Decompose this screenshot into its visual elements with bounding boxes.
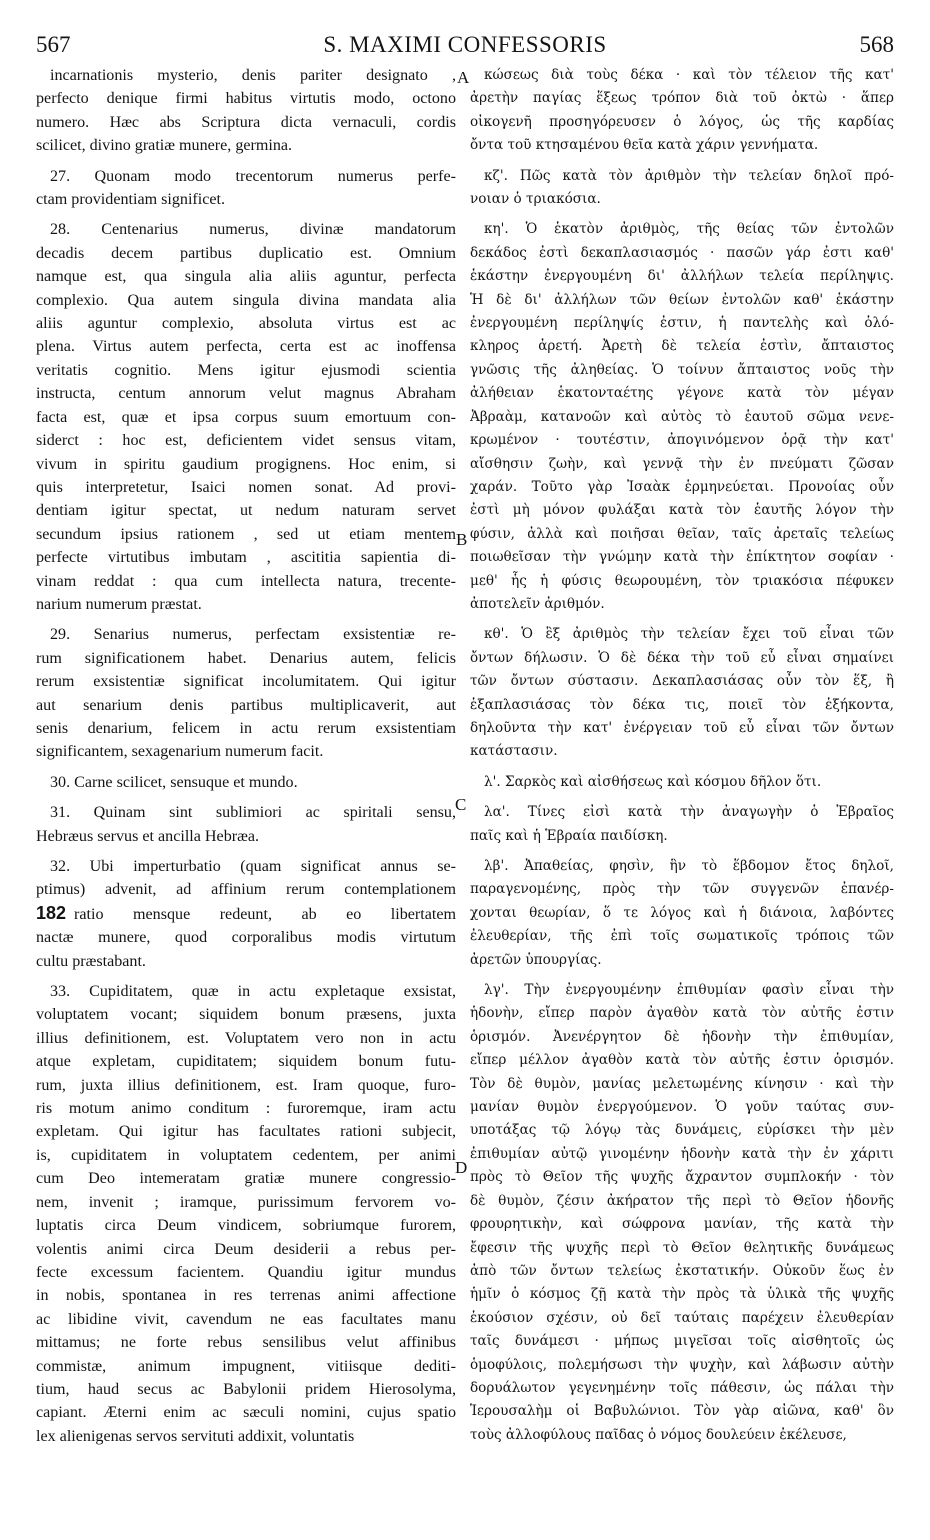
text-line: quis interpretetur, Isaici nomen sonat. Ad provi-	[36, 478, 456, 496]
greek-paragraph	[470, 218, 894, 616]
text-line: λ'. Σαρκὸς καὶ αἰσθήσεως καὶ κόσμου δῆλον ὅτι.	[484, 773, 822, 790]
text-line: cum Deo intemeratam gratiæ munere congressio-	[36, 1170, 456, 1188]
text-line: φύσιν, ἀλλὰ καὶ ποιῆσαι θεῖαν, ταῖς ἀρεταῖς τελείως	[470, 525, 894, 542]
text-line: ἐνεργουμένη περίληψίς ἐστιν, ἡ παντελὴς καὶ ὁλό-	[470, 315, 894, 332]
text-line: ἀποτελεῖν ἀριθμόν.	[470, 595, 605, 612]
text-line: narium numerum præstat.	[36, 595, 202, 613]
text-line: volentis animi circa Deum desiderii a rebus per-	[36, 1240, 456, 1258]
text-line: δὲ θυμὸν, ζέσιν ἀκήρατον τῆς περὶ τὸ Θεῖον ἡδονῆς	[470, 1192, 894, 1209]
text-line: κληρος ἀρετή. Ἀρετὴ δὲ τελεία ἐστὶν, ἄπταιστος	[470, 338, 894, 355]
greek-paragraph	[470, 64, 894, 158]
text-line: τοὺς ἀλλοφύλους παῖδας ὁ νόμος δουλεύειν ἐκέλευσε,	[470, 1426, 847, 1443]
greek-paragraph	[470, 771, 894, 794]
margin-letter-b: B	[456, 530, 468, 549]
text-line: decadis decem partibus duplicatio est. Omnium	[36, 244, 456, 262]
text-line: ὄντων δήλωσιν. Ὁ δὲ δέκα τὴν τοῦ εὖ εἶναι σημαίνει	[470, 649, 894, 666]
text-line: παραγενομένης, πρὸς τὴν τῶν συγγενῶν ἐπανέρ-	[470, 881, 894, 898]
text-line: incarnationis mysterio, denis pariter designato ,	[50, 67, 456, 84]
text-line: κρωμένον · τουτέστιν, ἀπογινόμενον ὁρᾷ τὴν κατ'	[470, 432, 894, 449]
text-line: ἐλευθερίαν, τῆς ἐπὶ τοῖς σωματικοῖς τρόποις τῶν	[470, 928, 894, 945]
greek-paragraph	[470, 855, 894, 972]
text-line: siderct : hoc est, deficientem videt sensus vitam,	[36, 432, 456, 450]
text-line: ταῖς δυνάμεσι · μήπως μιγεῖσαι τοῖς αἰσθητοῖς ὡς	[470, 1333, 894, 1350]
latin-paragraph	[36, 801, 456, 848]
text-line: υποτάξας τῷ λόγῳ τὰς δυνάμεις, εὑρίσκει τὴν μὲν	[470, 1122, 894, 1139]
text-line: εἴπερ μέλλον ἀγαθὸν κατὰ τὸν αὐτῆς ἐστιν ὁρισμόν.	[470, 1052, 894, 1069]
text-line: complexio. Qua autem singula divina mandata alia	[36, 291, 456, 309]
text-line: tium, haud secus ac Babylonii pridem Hierosolyma,	[36, 1380, 456, 1398]
text-line: 32. Ubi imperturbatio (quam significat annus se-	[50, 858, 456, 875]
text-line: fecte excessum facientem. Quandiu igitur mundus	[36, 1263, 456, 1281]
text-line: nactæ munere, quod corporalibus modis virtutum	[36, 929, 456, 947]
text-line: 31. Quinam sint sublimiori ac spiritali sensu,	[50, 804, 456, 822]
latin-paragraph	[36, 980, 456, 1448]
greek-paragraph	[470, 623, 894, 763]
text-line: χαράν. Τοῦτο γὰρ Ἰσαὰκ ἑρμηνεύεται. Προνοίας οὖν	[470, 478, 894, 495]
text-line: δεκάδος ἐστὶ δεκαπλασιασμός · πασῶν γάρ ἐστι καθ'	[470, 244, 894, 261]
text-line: ἑκάστην ἐνεργουμένη δι' ἀλλήλων τελεία περίληψις.	[470, 268, 894, 285]
text-line: rerum exsistentiæ significat incolumitatem. Qui igitur	[36, 673, 456, 691]
greek-paragraph	[470, 801, 894, 848]
text-line: luptatis circa Deum vindicem, sobriumque furorem,	[36, 1217, 456, 1235]
text-line: δηλοῦντα τὴν κατ' ἐνέργειαν τοῦ εὖ εἶναι τῶν ὄντων	[470, 719, 894, 736]
text-line: χονται θεωρίαν, ὅ τε λόγος καὶ ἡ διάνοια, λαβόντες	[470, 904, 894, 921]
text-line: 29. Senarius numerus, perfectam exsistentiæ re-	[50, 626, 456, 644]
text-line: facta est, quæ et ipsa corpus suum emortuum con-	[36, 408, 456, 426]
text-line: illius definitionem, est. Voluptatem vero non in actu	[36, 1029, 456, 1047]
greek-paragraph	[470, 165, 894, 212]
text-line-with-number	[36, 902, 456, 926]
latin-paragraph	[36, 771, 456, 794]
latin-paragraph	[36, 165, 456, 212]
text-line: ctam providentiam significet.	[36, 191, 226, 209]
text-line: ἀρετῶν ὑπουργίας.	[470, 951, 602, 968]
text-line: μεθ' ἧς ἡ φύσις θεωρουμένη, τὸν τριακόσια πέφυκεν	[470, 572, 894, 589]
text-line: Τὸν δὲ θυμὸν, μανίας μελετωμένης κίνησιν · καὶ τὴν	[470, 1075, 894, 1092]
text-line: δορυάλωτον γεγενημένην τοῖς πάθεσιν, ὡς πάλαι τὴν	[470, 1379, 894, 1396]
text-line: 27. Quonam modo trecentorum numerus perfe-	[50, 167, 456, 185]
text-line: ὁρισμόν. Ἀνενέργητον δὲ ἡδονὴν τὴν ἐπιθυμίαν,	[470, 1028, 894, 1045]
latin-paragraph	[36, 855, 456, 973]
text-line: voluptatem vocant; siquidem bonum præsens, juxta	[36, 1006, 456, 1024]
text-line: κώσεως διὰ τοὺς δέκα · καὶ τὸν τέλειον τῆς κατ'	[484, 67, 894, 83]
latin-paragraph	[36, 64, 456, 158]
text-line: ὄντα τοῦ κτησαμένου θεῖα κατὰ χάριν γεννήματα.	[470, 137, 819, 154]
text-line: instructa, centum annorum velut magnus Abraham	[36, 385, 456, 403]
text-line: λα'. Τίνες εἰσὶ κατὰ τὴν ἀναγωγὴν ὁ Ἑβραῖος	[484, 804, 894, 821]
latin-paragraph	[36, 218, 456, 616]
text-line: ratio mensque redeunt, ab eo libertatem	[74, 905, 456, 923]
text-line: νοιαν ὁ τριακόσια.	[470, 191, 601, 208]
text-line: ἡδονὴν, εἴπερ παρὸν ἀγαθὸν κατὰ τὸν αὐτῆς ἐστιν	[470, 1005, 894, 1022]
text-line: capiant. Æterni enim ac sæculi nomini, cujus spatio	[36, 1404, 456, 1422]
text-line: οἰκογενῆ προσηγόρευσεν ὁ λόγος, ὡς τῆς καρδίας	[470, 113, 894, 130]
text-line: ὁμοφύλοις, πολεμήσωσι τὴν ψυχὴν, καὶ λάβωσιν αὐτὴν	[470, 1356, 894, 1373]
text-line: rum, juxta illius definitionem, est. Iram quoque, furo-	[36, 1076, 456, 1094]
text-line: atque expletam, cupiditatem; siquidem bonum futu-	[36, 1053, 456, 1071]
text-line: παῖς καὶ ἡ Ἑβραία παιδίσκη.	[470, 827, 668, 844]
text-line: dentiam igitur spectat, ut nedum naturam servet	[36, 502, 456, 520]
text-line: ἡμῖν ὁ κόσμος ζῇ κατὰ τὴν πρὸς τὰ ὑλικὰ τῆς ψυχῆς	[470, 1286, 894, 1303]
text-line: aliis aguntur complexio, absoluta virtus est ac	[36, 315, 456, 333]
text-line: significantem, sexagenarium numerum facit.	[36, 743, 324, 761]
text-line: ἀρετὴν παγίας ἕξεως τρόπον διὰ τοῦ ὀκτὼ · ἅπερ	[470, 90, 894, 107]
text-line: 28. Centenarius numerus, divinæ mandatorum	[50, 221, 456, 239]
text-line: Ἀβραὰμ, κατανοῶν καὶ αὐτὸς τὸ ἑαυτοῦ σῶμα νενε-	[470, 408, 894, 425]
page-number-left: 567	[36, 32, 71, 57]
text-line: secundum ipsius rationem , sed ut etiam mentem	[36, 525, 456, 543]
text-line: ἑξαπλασιάσας τὸν δέκα τις, ποιεῖ τὸν ἑξήκοντα,	[470, 696, 894, 713]
text-line: λγ'. Τὴν ἐνεργουμένην ἐπιθυμίαν φασὶν εἶναι τὴν	[484, 982, 894, 999]
text-line: commistæ, animum impugnent, vitiisque dediti-	[36, 1357, 456, 1375]
text-line: vinam reddat : qua cum intellecta natura, trecente-	[36, 572, 456, 590]
text-line: μανίαν θυμὸν ἐνεργούμενον. Ὁ γοῦν ταύτας συν-	[470, 1099, 894, 1116]
text-line: rum significationem habet. Denarius autem, felicis	[36, 649, 456, 667]
page-number-right: 568	[859, 32, 894, 57]
text-line: perfecto denique firmi habitus virtutis modo, octono	[36, 90, 456, 108]
text-line: ἀπὸ τῶν ὄντων τελείως ἐκστατικήν. Οὐκοῦν ἕως ἐν	[470, 1262, 894, 1279]
text-line: aut senarium denis partibus multiplicaverit, aut	[36, 696, 456, 714]
text-line: mittamus; ne forte rebus sensilibus velut affinibus	[36, 1334, 456, 1352]
text-line: nem, invenit ; iramque, purissimum fervorem vo-	[36, 1193, 456, 1211]
text-line: veritatis cognitio. Mens igitur ejusmodi scientia	[36, 361, 456, 379]
text-line: perfecte virtutibus imbutam , ascititia sapientia di-	[36, 549, 456, 567]
text-line: ἀλήθειαν ἑκατονταέτης γέγονε κατὰ τὸν μέγαν	[470, 385, 894, 402]
text-line: namque est, qua singula alia aliis aguntur, perfecta	[36, 268, 456, 286]
text-line: ptimus) advenit, ad affinium rerum contemplationem	[36, 881, 456, 899]
text-line: αἴσθησιν ζωὴν, καὶ γεννᾷ τὴν ἐν πνεύματι ζῶσαν	[470, 455, 894, 472]
text-line: ποιωθεῖσαν τὴν γνώμην κατὰ τὴν ἐπίκτητον σοφίαν ·	[470, 549, 894, 566]
margin-letter-d: D	[455, 1158, 468, 1177]
text-line: λβ'. Ἀπαθείας, φησὶν, ἣν τὸ ἕβδομον ἔτος δηλοῖ,	[484, 858, 894, 874]
text-line: κθ'. Ὁ ἓξ ἀριθμὸς τὴν τελείαν ἔχει τοῦ εἶναι τῶν	[484, 626, 894, 643]
text-line: plena. Virtus autem perfecta, certa est ac inoffensa	[36, 338, 456, 356]
text-line: τῶν ὄντων σύστασιν. Δεκαπλασιάσας οὖν τὸν ἕξ, ἢ	[470, 673, 894, 690]
text-line: ac libidine vivit, cavendum ne eas facultates manu	[36, 1310, 456, 1328]
latin-column	[36, 64, 456, 1448]
latin-paragraph	[36, 623, 456, 763]
text-line: senis denarium, felicem in actu rerum exsistentiam	[36, 719, 456, 737]
text-line: expletam. Qui igitur has facultates rationi subjecit,	[36, 1123, 456, 1141]
text-line: vivum in spiritu gaudium progignens. Hoc enim, si	[36, 455, 456, 473]
greek-paragraph	[470, 979, 894, 1447]
margin-column-number: 182	[36, 902, 67, 923]
text-line: Ἱερουσαλὴμ οἱ Βαβυλώνιοι. Τὸν γὰρ αἰῶνα, καθ' ὃν	[470, 1403, 894, 1420]
text-line: ris motum animo conditum : furoremque, iram actu	[36, 1100, 456, 1118]
margin-letter-a: A	[457, 68, 470, 87]
text-line: κη'. Ὁ ἑκατὸν ἀριθμὸς, τῆς θείας τῶν ἐντολῶν	[484, 221, 894, 238]
text-line: κζ'. Πῶς κατὰ τὸν ἀριθμὸν τὴν τελείαν δηλοῖ πρό-	[484, 167, 894, 184]
text-line: κατάστασιν.	[470, 743, 558, 760]
text-line: cultu præstabant.	[36, 952, 146, 970]
text-line: scilicet, divino gratiæ munere, germina.	[36, 137, 293, 155]
greek-column	[470, 64, 894, 1447]
running-title: S. MAXIMI CONFESSORIS	[323, 32, 607, 57]
text-line: φρουρητικὴν, καὶ σώφρονα μανίαν, τῆς κατὰ τὴν	[470, 1216, 894, 1233]
text-line: is, cupiditatem in voluptatem cedentem, per animi	[36, 1146, 456, 1164]
text-line: 30. Carne scilicet, sensuque et mundo.	[50, 773, 298, 791]
text-line: 33. Cupiditatem, quæ in actu expletaque exsistat,	[50, 983, 456, 1001]
text-line: γνῶσις τῆς ἀληθείας. Ὁ τοίνυν ἄπταιστος νοῦς τὴν	[470, 361, 894, 378]
text-line: ἑκούσιον σχέσιν, οὐ δεῖ ταύταις παρέχειν ἐλευθερίαν	[470, 1309, 894, 1326]
text-line: ἐστὶ μὴ μόνον φυλάξαι κατὰ τὸν ἑαυτῆς λόγον τὴν	[470, 502, 894, 519]
text-line: Ἡ δὲ δι' ἀλλήλων τῶν θείων ἐντολῶν καθ' ἑκάστην	[470, 291, 894, 308]
margin-letter-c: C	[455, 795, 467, 814]
text-line: πρὸς τὸ Θεῖον τῆς ψυχῆς ἄχραντον συμπλοκήν · τὸν	[470, 1169, 894, 1186]
running-header	[36, 32, 894, 62]
text-line: in nobis, spontanea in res terrenas animi affectione	[36, 1287, 456, 1305]
text-line: Hebræus servus et ancilla Hebræa.	[36, 827, 260, 845]
text-line: numero. Hæc abs Scriptura dicta vernaculi, cordis	[36, 113, 456, 131]
text-line: ἐπιθυμίαν αὐτῷ γινομένην ἡδονὴν κατὰ τὴν ἐν χάριτι	[470, 1145, 894, 1162]
text-line: lex alienigenas servos servituti addixit, voluntatis	[36, 1427, 355, 1445]
text-line: ἔφεσιν τῆς ψυχῆς περὶ τὸ Θεῖον θελητικῆς δυνάμεως	[470, 1239, 894, 1256]
